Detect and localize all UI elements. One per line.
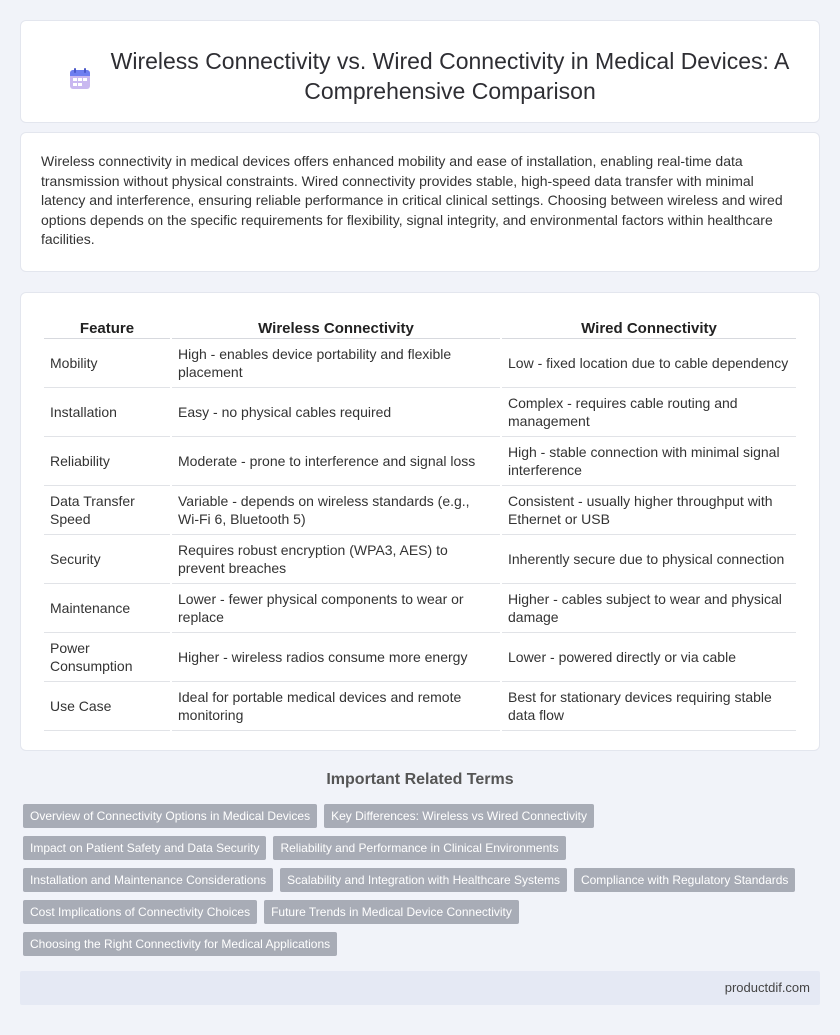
tag-row [23, 804, 813, 828]
wireless-cell: Requires robust encryption (WPA3, AES) to prevent breaches [172, 535, 500, 584]
tag-row [23, 836, 813, 860]
wired-cell: Higher - cables subject to wear and physical damage [502, 584, 796, 633]
related-terms-heading: Important Related Terms [326, 771, 514, 788]
related-term-tag[interactable]: Impact on Patient Safety and Data Security [23, 836, 266, 860]
wireless-cell: Ideal for portable medical devices and remote monitoring [172, 682, 500, 731]
related-term-tag[interactable]: Scalability and Integration with Healthcare Systems [280, 868, 567, 892]
tag-row [23, 932, 813, 956]
feature-cell: Mobility [44, 339, 170, 388]
comparison-table-card [20, 292, 820, 751]
footer-site-link[interactable]: productdif.com [724, 980, 810, 995]
page-title: Wireless Connectivity vs. Wired Connectivity in Medical Devices: A Comprehensive Comparison [110, 48, 790, 104]
wireless-cell: Higher - wireless radios consume more energy [172, 633, 500, 682]
wireless-cell: Lower - fewer physical components to wear or replace [172, 584, 500, 633]
related-term-tag[interactable]: Choosing the Right Connectivity for Medical Applications [23, 932, 337, 956]
related-term-tag[interactable]: Future Trends in Medical Device Connectivity [264, 900, 519, 924]
related-term-tag[interactable]: Compliance with Regulatory Standards [574, 868, 795, 892]
table-row [44, 535, 796, 584]
feature-cell: Maintenance [44, 584, 170, 633]
feature-cell: Reliability [44, 437, 170, 486]
header-card [20, 20, 820, 123]
tag-row [23, 868, 813, 892]
table-row [44, 682, 796, 731]
related-term-tag[interactable]: Installation and Maintenance Considerations [23, 868, 273, 892]
feature-cell: Security [44, 535, 170, 584]
table-row [44, 388, 796, 437]
wired-cell: Best for stationary devices requiring stable data flow [502, 682, 796, 731]
feature-cell: Use Case [44, 682, 170, 731]
comparison-table [42, 315, 798, 731]
table-row [44, 339, 796, 388]
intro-paragraph: Wireless connectivity in medical devices offers enhanced mobility and ease of installation, enabling real-time data transmission without physical constraints. Wired connectivity provides stable, high-speed data transfer with minimal latency and interference, ensuring reliable performance in critical clinical settings. Choosing between wireless and wired options depends on the specific requirements for flexibility, signal integrity, and environmental factors within healthcare facilities. [41, 153, 783, 247]
footer [20, 971, 820, 1005]
wired-cell: Consistent - usually higher throughput with Ethernet or USB [502, 486, 796, 535]
feature-cell: Installation [44, 388, 170, 437]
related-term-tag[interactable]: Cost Implications of Connectivity Choices [23, 900, 257, 924]
table-row [44, 633, 796, 682]
related-terms-list [23, 804, 813, 964]
wired-cell: Complex - requires cable routing and management [502, 388, 796, 437]
table-row [44, 584, 796, 633]
wired-cell: Low - fixed location due to cable dependency [502, 339, 796, 388]
table-row [44, 486, 796, 535]
feature-cell: Data Transfer Speed [44, 486, 170, 535]
related-term-tag[interactable]: Overview of Connectivity Options in Medical Devices [23, 804, 317, 828]
wireless-cell: Moderate - prone to interference and signal loss [172, 437, 500, 486]
wireless-cell: Easy - no physical cables required [172, 388, 500, 437]
column-header: Wireless Connectivity [172, 315, 500, 339]
wireless-cell: Variable - depends on wireless standards (e.g., Wi-Fi 6, Bluetooth 5) [172, 486, 500, 535]
related-term-tag[interactable]: Reliability and Performance in Clinical Environments [273, 836, 565, 860]
wired-cell: Inherently secure due to physical connection [502, 535, 796, 584]
table-header-row [44, 315, 796, 339]
related-term-tag[interactable]: Key Differences: Wireless vs Wired Connectivity [324, 804, 594, 828]
wireless-cell: High - enables device portability and flexible placement [172, 339, 500, 388]
column-header: Wired Connectivity [502, 315, 796, 339]
wired-cell: High - stable connection with minimal signal interference [502, 437, 796, 486]
intro-card [20, 132, 820, 272]
table-row [44, 437, 796, 486]
wired-cell: Lower - powered directly or via cable [502, 633, 796, 682]
tag-row [23, 900, 813, 924]
column-header: Feature [44, 315, 170, 339]
feature-cell: Power Consumption [44, 633, 170, 682]
